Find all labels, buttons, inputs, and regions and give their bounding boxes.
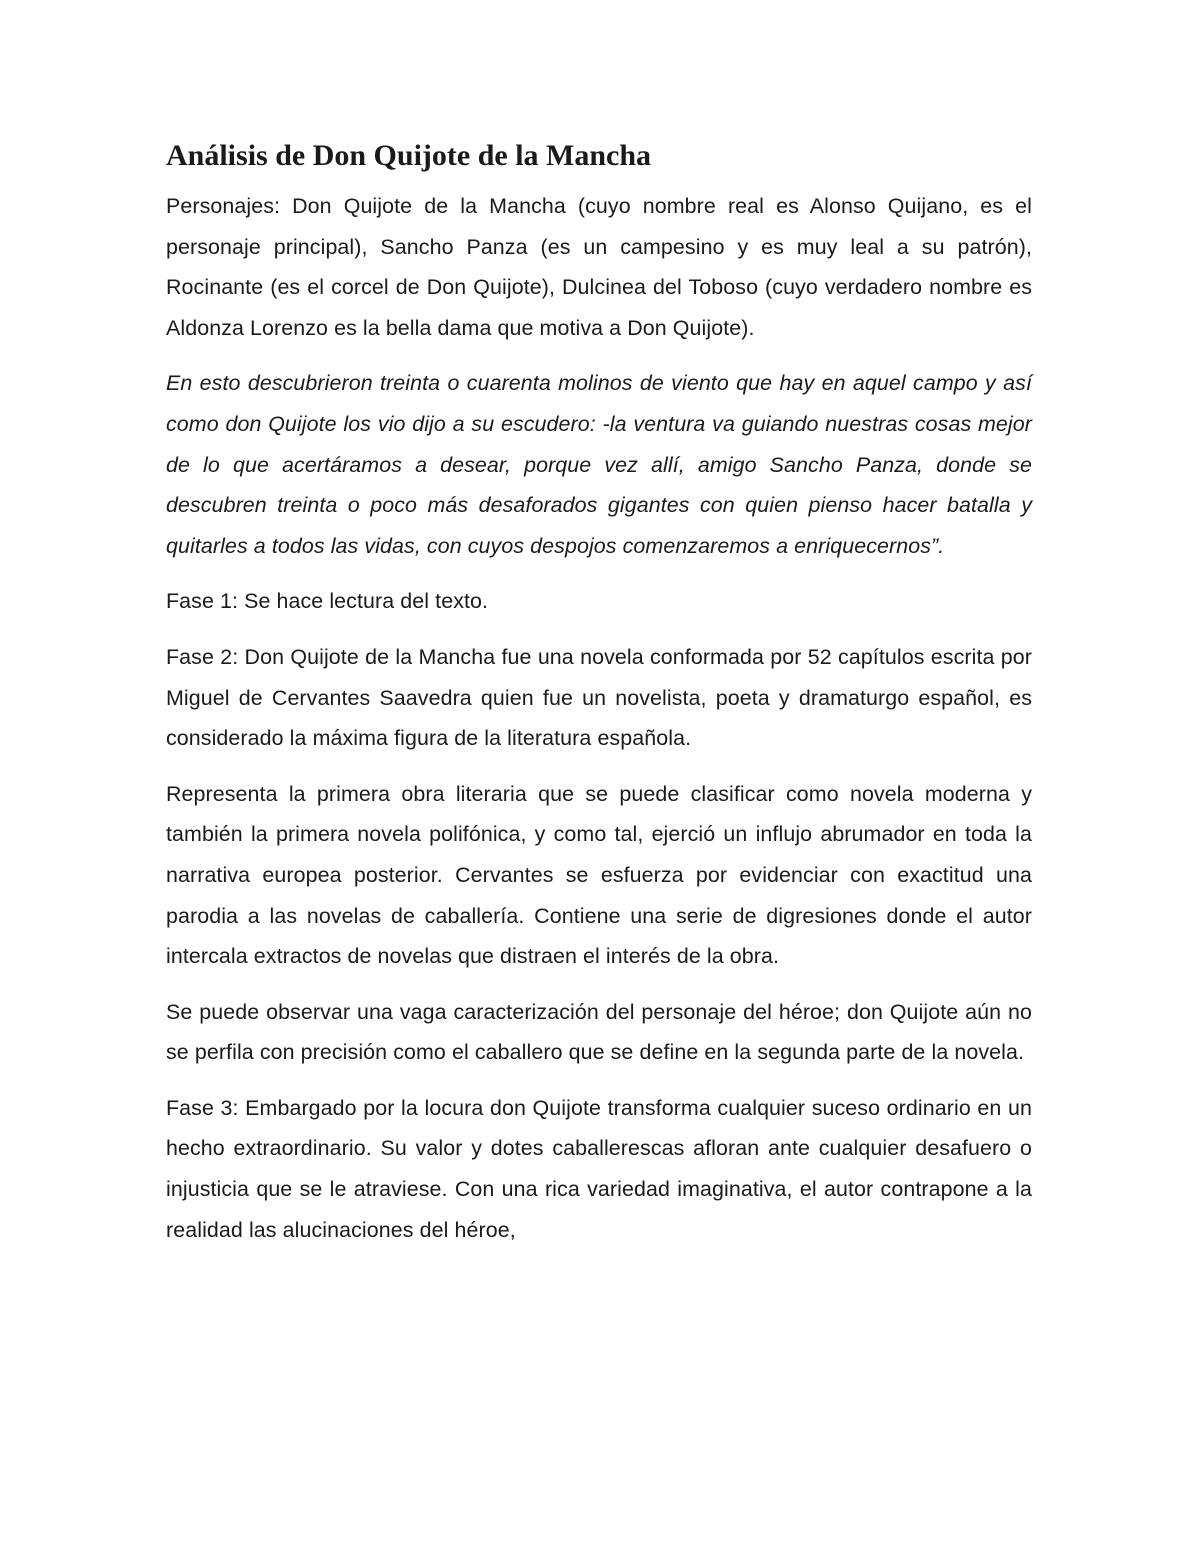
paragraph-representa: Representa la primera obra literaria que se puede clasificar como novela moderna y también la primera novela polifónica, y como tal, ejerció un influjo abrumador en toda la narrativa europea posterior. Cervantes se esfuerza por evidenciar con exactitud una parodia a las novelas de caballería. Contiene una serie de digresiones donde el autor intercala extractos de novelas que distraen el interés de la obra. bbox=[166, 781, 1032, 969]
paragraph-quote: En esto descubrieron treinta o cuarenta molinos de viento que hay en aquel campo y así como don Quijote los vio dijo a su escudero: -la ventura va guiando nuestras cosas mejor de lo que acertáramos a desear, porque vez allí, amigo Sancho Panza, donde se descubren treinta o poco más desaforados gigantes con quien pienso hacer batalla y quitarles a todos las vidas, con cuyos despojos comenzaremos a enriquecernos”. bbox=[166, 371, 1032, 558]
paragraph-caracterizacion: Se puede observar una vaga caracterización del personaje del héroe; don Quijote aún no se perfila con precisión como el caballero que se define en la segunda parte de la novela. bbox=[166, 999, 1032, 1065]
document-title: Análisis de Don Quijote de la Mancha bbox=[166, 139, 652, 172]
paragraph-fase-3: Fase 3: Embargado por la locura don Quijote transforma cualquier suceso ordinario en un hecho extraordinario. Su valor y dotes caballerescas afloran ante cualquier desafuero o injusticia que se le atraviese. Con una rica variedad imaginativa, el autor contrapone a la realidad las alucinaciones del héroe, bbox=[166, 1095, 1032, 1242]
paragraph-fase-2: Fase 2: Don Quijote de la Mancha fue una novela conformada por 52 capítulos escrita por Miguel de Cervantes Saavedra quien fue un novelista, poeta y dramaturgo español, es considerado la máxima figura de la literatura española. bbox=[166, 644, 1032, 751]
document-body bbox=[166, 136, 1032, 1265]
paragraph-fase-1: Fase 1: Se hace lectura del texto. bbox=[166, 589, 489, 614]
paragraph-personajes: Personajes: Don Quijote de la Mancha (cuyo nombre real es Alonso Quijano, es el personaje principal), Sancho Panza (es un campesino y es muy leal a su patrón), Rocinante (es el corcel de Don Quijote), Dulcinea del Toboso (cuyo verdadero nombre es Aldonza Lorenzo es la bella dama que motiva a Don Quijote). bbox=[166, 194, 1032, 340]
